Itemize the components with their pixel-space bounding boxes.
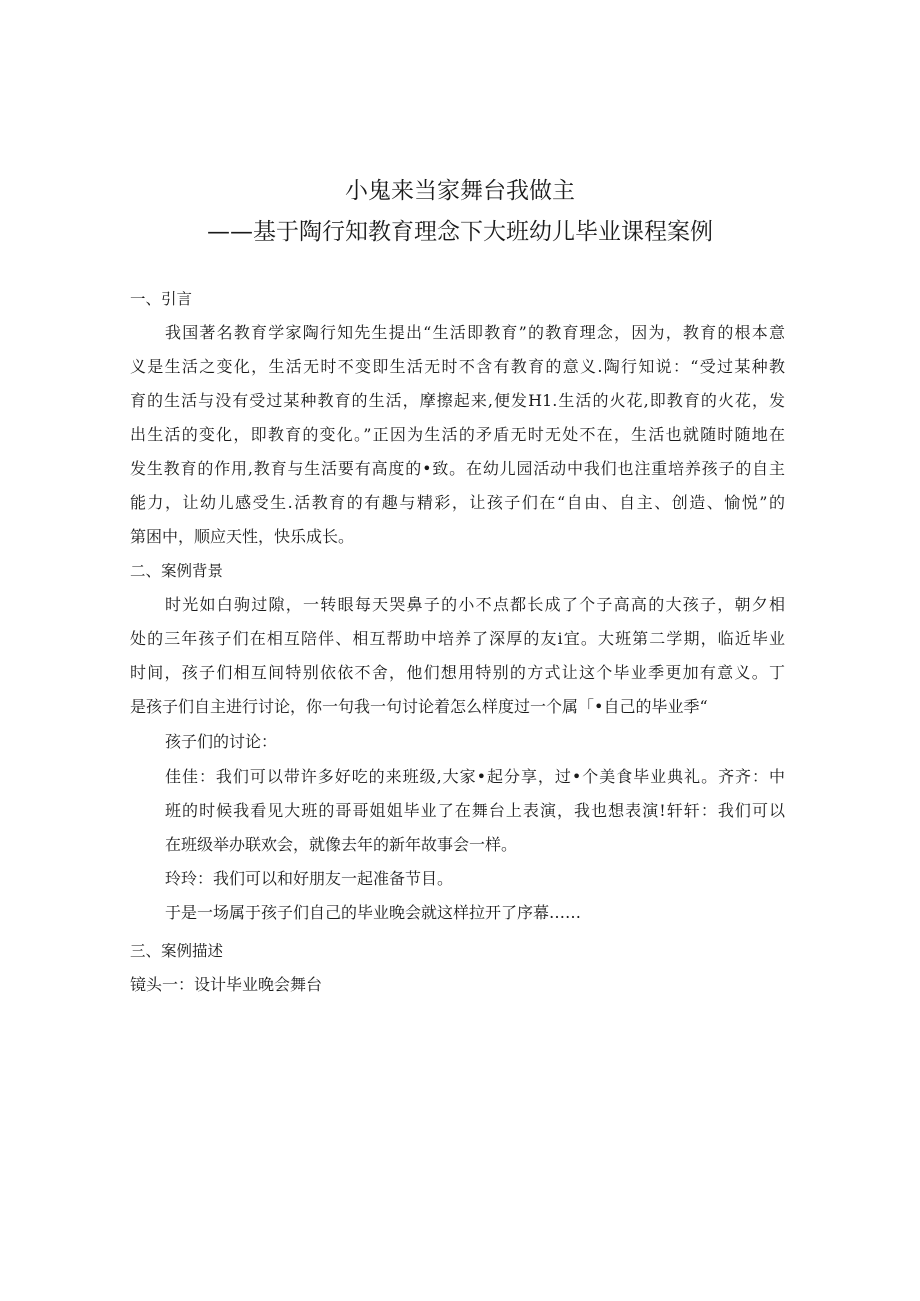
discussion-line-1: 佳佳：我们可以带许多好吃的来班级,大家•起分享，过•个美食毕业典礼。齐齐：中 xyxy=(165,767,785,786)
background-line-4: 是孩子们自主进行讨论，你一句我一句讨论着怎么样度过一个属「•自己的毕业季“ xyxy=(130,697,708,716)
document-subtitle: ——基于陶行知教育理念下大班幼儿毕业课程案例 xyxy=(207,219,713,245)
intro-line-3: 育的生活与没有受过某种教育的生活，摩擦起来,便发H1.生活的火花,即教育的火花，发 xyxy=(130,391,785,410)
background-line-2: 处的三年孩子们在相互陪伴、相互帮助中培养了深厚的友i宜。大班第二学期，临近毕业 xyxy=(130,629,785,648)
intro-line-5: 发生教育的作用,教育与生活要有高度的•致。在幼儿园活动中我们也注重培养孩子的自主 xyxy=(130,459,785,478)
section-heading-background: 二、案例背景 xyxy=(130,562,224,580)
intro-line-2: 义是生活之变化，生活无时不变即生活无时不含有教育的意义.陶行知说：“受过某种教 xyxy=(130,357,785,376)
intro-line-1: 我国著名教育学家陶行知先生提出“生活即教育”的教育理念，因为，教育的根本意 xyxy=(165,323,785,342)
discussion-label: 孩子们的讨论： xyxy=(165,732,278,751)
intro-line-4: 出生活的变化，即教育的变化。”正因为生活的矛盾无时无处不在，生活也就随时随地在 xyxy=(130,425,785,444)
intro-line-6: 能力，让幼儿感受生.活教育的有趣与精彩，让孩子们在“自由、自主、创造、愉悦”的 xyxy=(130,493,785,512)
background-line-1: 时光如白驹过隙，一转眼每天哭鼻子的小不点都长成了个子高高的大孩子，朝夕相 xyxy=(165,595,785,614)
discussion-line-3: 在班级举办联欢会，就像去年的新年故事会一样。 xyxy=(165,835,518,854)
scene-one-title: 镜头一：设计毕业晚会舞台 xyxy=(130,975,323,994)
discussion-line-2: 班的时候我看见大班的哥哥姐姐毕业了在舞台上表演，我也想表演!轩轩：我们可以 xyxy=(165,801,785,820)
section-heading-description: 三、案例描述 xyxy=(130,942,224,960)
section-heading-intro: 一、引言 xyxy=(130,290,193,308)
background-line-3: 时间，孩子们相互间特别依依不舍，他们想用特别的方式让这个毕业季更加有意义。丁 xyxy=(130,663,785,682)
document-title: 小鬼来当家舞台我做主 xyxy=(345,178,575,204)
intro-line-7: 第困中，顺应天性，快乐成长。 xyxy=(130,527,355,546)
background-closing: 于是一场属于孩子们自己的毕业晚会就这样拉开了序幕…… xyxy=(165,903,582,922)
discussion-lingling: 玲玲：我们可以和好朋友一起准备节目。 xyxy=(165,869,454,888)
